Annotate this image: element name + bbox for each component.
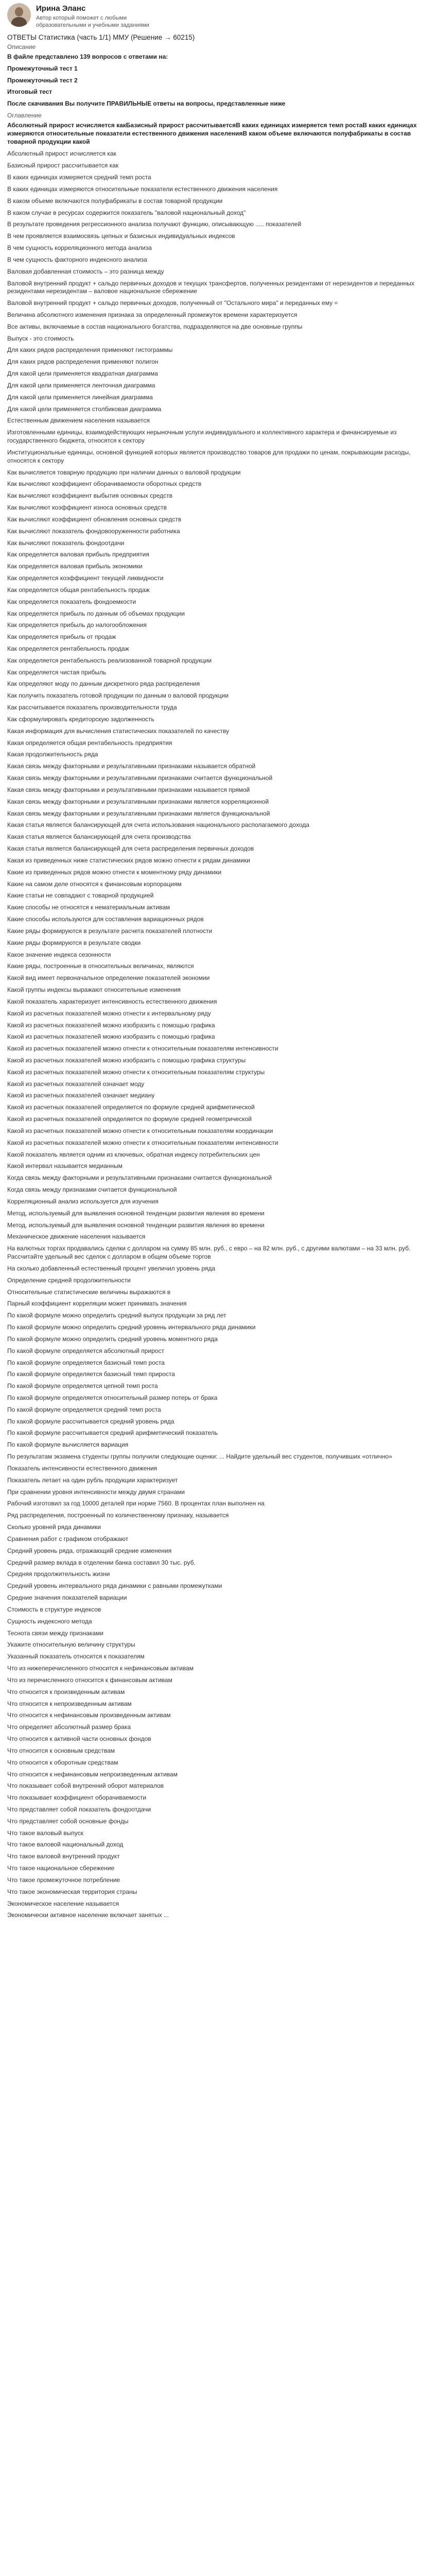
question-item: Что из нижеперечисленного относится к нефинансовым активам (7, 1665, 194, 1672)
question-item: Как определяется показатель фондоемкости (7, 598, 136, 605)
question-item: По какой формуле определяется базисный темп роста (7, 1359, 165, 1366)
question-item: Как вычисляют показатель фондовооруженности работника (7, 527, 180, 535)
question-item: Как определяется валовая прибыль предприятия (7, 551, 149, 558)
intro-line: Итоговый тест (7, 88, 53, 96)
question-item: Парный коэффициент корреляции может принимать значения (7, 1300, 187, 1308)
question-item: По какой формуле определяется базисный темп прироста (7, 1370, 175, 1378)
question-item: Что такое валовый выпуск (7, 1829, 83, 1837)
question-item: Для какой цели применяется квадратная диаграмма (7, 370, 158, 378)
question-item: Указанный показатель относится к показателям (7, 1653, 145, 1660)
question-item: Что из перечисленного относится к финансовым активам (7, 1676, 172, 1684)
question-item: Относительные статистические величины выражаются в (7, 1288, 171, 1296)
question-item: Показатель летает на один рубль продукции характеризует (7, 1476, 178, 1484)
question-item: Определение средней продолжительности (7, 1276, 131, 1284)
question-item: Что относится к основным средствам (7, 1747, 115, 1754)
question-item: На валютных торгах продавались сделки с долларом на сумму 85 млн. руб., с евро – на 82 млн. руб., с другими валютами – на 33 млн. руб. Рассчитайте удельный вес сделок с долларом в общем объеме торгов (7, 1245, 411, 1261)
question-item: По результатам экзамена студенты группы получили следующие оценки: ... Найдите удельный вес студентов, получивших «отлично» (7, 1453, 392, 1461)
question-item: Теснота связи между признаками (7, 1629, 103, 1637)
question-item: Абсолютный прирост исчисляется как (7, 150, 116, 158)
question-item: По какой формуле рассчитывается средний арифметический показатель (7, 1429, 218, 1437)
question-item: Как определяется прибыль от продаж (7, 633, 116, 641)
question-item: Какая связь между факторными и результативными признаками является функциональной (7, 809, 270, 817)
question-item: Какой из расчетных показателей можно изобразить с помощью графика (7, 1033, 215, 1041)
question-item: Стоимость в структуре индексов (7, 1605, 101, 1613)
author-block (7, 3, 429, 29)
question-item: Валовая добавленная стоимость – это разница между (7, 267, 164, 275)
question-item: Что относится к непроизведенным активам (7, 1700, 132, 1707)
question-item: По какой формуле определяется цепной темп роста (7, 1382, 158, 1390)
question-item: Какой из расчетных показателей определяется по формуле средней арифметической (7, 1104, 255, 1111)
question-item: По какой формуле определяется абсолютный прирост (7, 1347, 164, 1354)
question-item: Что такое промежуточное потребление (7, 1876, 120, 1884)
question-item: Как определяется прибыль до налогообложения (7, 621, 147, 629)
question-item: Какая из приведенных ниже статистических рядов можно отнести к рядам динамики (7, 856, 250, 864)
question-item: Как вычисляют коэффициент обновления основных средств (7, 515, 182, 523)
question-item: Как определяется чистая прибыль (7, 668, 107, 676)
question-item: В каком случае в ресурсах содержится показатель "валовой национальный доход" (7, 209, 246, 216)
question-item: Что такое валовой национальный доход (7, 1841, 124, 1849)
intro-line: После скачивания Вы получите ПРАВИЛЬНЫЕ ответы на вопросы, представленные ниже (7, 100, 286, 108)
question-item: Как определяется рентабельность реализованной товарной продукции (7, 656, 212, 664)
question-item: Какая связь между факторными и результативными признаками называется обратной (7, 762, 256, 770)
question-item: Какой вид имеет первоначальное определение показателей экономии (7, 974, 210, 982)
question-item: Какой группы индексы выражают относительные изменения (7, 986, 181, 994)
question-item: В каких единицах измеряются относительные показатели естественного движения населения (7, 185, 278, 193)
question-item: Средняя продолжительность жизни (7, 1570, 110, 1578)
question-item: Для каких рядов распределения применяют гистограммы (7, 346, 173, 354)
intro-line: Промежуточный тест 2 (7, 76, 78, 84)
question-item: Средние значения показателей вариации (7, 1594, 127, 1602)
question-item: По какой формуле рассчитывается средний уровень ряда (7, 1417, 175, 1425)
question-item: Базисный прирост рассчитывается как (7, 162, 119, 170)
question-item: Для какой цели применяется столбиковая диаграмма (7, 405, 162, 413)
question-item: Какой из расчетных показателей можно отнести к относительным показателям координации (7, 1127, 273, 1134)
question-item: Какие способы используются для составления вариационных рядов (7, 916, 204, 923)
question-item: Какая связь между факторными и результативными признаками считается функциональной (7, 774, 273, 782)
question-item: Величина абсолютного изменения признака за определенный промежуток времени характеризуется (7, 311, 298, 318)
question-item: Как вычисляют коэффициент износа основных средств (7, 504, 167, 512)
question-item: Какой из расчетных показателей можно отнести к интервальному ряду (7, 1009, 211, 1017)
question-item: Валовой внутренний продукт + сальдо первичных доходов, полученный от "Остального мира" и переданных ему = (7, 299, 338, 307)
question-item: Корреляционный анализ используется для изучения (7, 1197, 159, 1205)
document-title: ОТВЕТЫ Статистика (часть 1/1) ММУ (Решение → 60215) (7, 33, 195, 42)
question-item: Как вычисляется товарную продукцию при наличии данных о валовой продукции (7, 468, 241, 476)
question-item: Метод, используемый для выявления основной тенденции развития явления во времени (7, 1221, 265, 1229)
question-item: В каких единицах измеряется средний темп роста (7, 174, 151, 181)
question-item: Сколько уровней ряда динамики (7, 1523, 101, 1531)
description-label: Описание (7, 43, 36, 51)
question-item: Сравнения работ с графиком отображают (7, 1535, 129, 1543)
question-item: Какие ряды, построенные в относительных величинах, являются (7, 962, 194, 970)
question-item: Какой из расчетных показателей можно изобразить с помощью графика (7, 1021, 215, 1029)
question-item: Какая статья является балансирующей для счета производства (7, 833, 191, 841)
question-item: Какой из расчетных показателей означает моду (7, 1080, 145, 1088)
question-item: Средний уровень интервального ряда динамики с равными промежутками (7, 1582, 222, 1590)
question-item: Какая статья является балансирующей для счета использования национального располагаемого дохода (7, 821, 309, 829)
question-item: Для какой цели применяется линейная диаграмма (7, 393, 153, 401)
question-item: При сравнении уровня интенсивности между двумя странами (7, 1488, 185, 1496)
question-item: Экономическое население называется (7, 1900, 119, 1907)
question-item: Какой показатель характеризует интенсивность естественного движения (7, 997, 217, 1005)
question-item: По какой формуле можно определить средний уровень моментного ряда (7, 1335, 218, 1343)
question-item: Когда связь между признаками считается функциональной (7, 1186, 177, 1194)
question-item: Показатель интенсивности естественного движения (7, 1464, 158, 1472)
question-item: Какая информация для вычисления статистических показателей по качеству (7, 727, 230, 735)
question-item: Что показывает коэффициент оборачиваемости (7, 1794, 147, 1802)
question-item: Как вычисляют показатель фондоотдачи (7, 539, 125, 547)
question-item: Какие ряды формируются в результате расчета показателей плотности (7, 927, 213, 935)
question-item: Рабочий изготовил за год 10000 деталей при норме 7560. В процентах план выполнен на (7, 1500, 265, 1507)
question-item: Изготовленными единицы, взаимодействующих нерыночным услуги индивидуального и коллективного характера и финансируемые из государственного бюджета, относятся к сектору (7, 429, 397, 445)
question-item: Какой из расчетных показателей означает медиану (7, 1092, 155, 1099)
question-list (7, 150, 429, 1920)
question-item: Как сформулировать кредиторскую задолженность (7, 715, 154, 723)
question-item: Какой из расчетных показателей можно отнести к относительным показателям интенсивности (7, 1045, 278, 1053)
question-item: Какой показатель является одним из ключевых, обратная индексу потребительских цен (7, 1150, 260, 1158)
question-item: Как определяется коэффициент текущей ликвидности (7, 574, 164, 582)
question-item: Институциональные единицы, основной функцией которых является производство товаров для продажи по ценам, покрывающим расходы, относятся к сектору (7, 448, 411, 464)
question-item: Что относится к нефинансовым непроизведенным активам (7, 1770, 178, 1778)
question-item: Как вычисляют коэффициент оборачиваемости оборотных средств (7, 480, 202, 488)
question-item: Какие статьи не совпадают с товарной продукцией (7, 892, 154, 900)
author-avatar[interactable] (7, 3, 31, 27)
question-item: В результате проведения регрессионного анализа получают функцию, описывающую ..... показателей (7, 221, 302, 228)
question-item: Что относится к оборотным средствам (7, 1758, 118, 1766)
question-item: Как определяется прибыль по данным об объемах продукции (7, 609, 185, 617)
question-item: Механическое движение населения называется (7, 1233, 146, 1241)
question-item: Какое значение индекса сезонности (7, 951, 111, 958)
question-item: Что относится к нефинансовым произведенным активам (7, 1711, 171, 1719)
question-item: По какой формуле можно определить средний выпуск продукции за ряд лет (7, 1312, 226, 1319)
question-item: Как рассчитывается показатель производительности труда (7, 704, 177, 711)
question-item: Какие способы не относятся к нематериальным активам (7, 904, 170, 911)
question-item: Средний размер вклада в отделении банка составил 30 тыс. руб. (7, 1558, 196, 1566)
question-item: Естественным движением населения называется (7, 417, 150, 425)
question-item: В чем сущность корреляционного метода анализа (7, 244, 152, 252)
intro-block (7, 53, 429, 108)
question-item: Как определяется общая рентабельность продаж (7, 586, 150, 594)
question-item: Как вычисляют коэффициент выбытия основных средств (7, 492, 173, 500)
question-item: Для каких рядов распределения применяют полигон (7, 358, 159, 366)
question-item: Какие из приведенных рядов можно отнести к моментному ряду динамики (7, 868, 222, 876)
author-name[interactable]: Ирина Эланс (36, 4, 86, 13)
question-item: Когда связь между факторными и результативными признаками считается функциональной (7, 1174, 272, 1182)
question-item: Что показывает собой внутренний оборот материалов (7, 1782, 164, 1790)
question-item: По какой формуле определяется относительный размер потерь от брака (7, 1394, 218, 1401)
question-item: Какая связь между факторными и результативными признаками называется прямой (7, 786, 250, 793)
question-item: Какой из расчетных показателей можно изобразить с помощью графика структуры (7, 1056, 246, 1064)
question-item: Какой из расчетных показателей можно отнести к относительным показателям структуры (7, 1068, 265, 1076)
question-item: Выпуск - это стоимость (7, 334, 74, 342)
question-item: Как определяют моду по данным дискретного ряда распределения (7, 680, 200, 688)
question-item: Для какой цели применяется ленточная диаграмма (7, 381, 155, 389)
question-item: В каком объеме включаются полуфабрикаты в состав товарной продукции (7, 197, 223, 205)
question-item: На сколько добавленный естественный процент увеличил уровень ряда (7, 1264, 216, 1272)
question-item: Как определяется валовая прибыль экономики (7, 563, 143, 570)
question-item: Валовой внутренний продукт + сальдо первичных доходов и текущих трансфертов, полученных резидентами от нерезидентов и переданных резидентами нерезидентам – валовое национальное сбережение (7, 279, 414, 295)
question-item: Метод, используемый для выявления основной тенденции развития явления во времени (7, 1209, 265, 1217)
question-item: Какие ряды формируются в результате сводки (7, 939, 141, 946)
question-item: Какая определяется общая рентабельность предприятия (7, 739, 172, 747)
question-item: Какая связь между факторными и результативными признаками является корреляционной (7, 798, 269, 805)
intro-line: В файле представлено 139 вопросов с ответами на: (7, 53, 168, 60)
intro-line: Промежуточный тест 1 (7, 64, 78, 72)
question-item: Что такое национальное сбережение (7, 1865, 115, 1872)
question-item: Как получить показатель готовой продукции по данным о валовой продукции (7, 692, 229, 700)
toc-label: Оглавление (7, 112, 42, 120)
question-item: Укажите относительную величину структуры (7, 1641, 135, 1649)
question-item: Ряд распределения, построенный по количественному признаку, называется (7, 1512, 229, 1519)
question-item: Что относится к произведенным активам (7, 1688, 125, 1696)
question-item: Какой из расчетных показателей определяется по формуле средней геометрической (7, 1115, 252, 1123)
question-item: Средний уровень ряда, отражающий средние изменения (7, 1547, 172, 1554)
question-item: Что представляет собой основные фонды (7, 1817, 129, 1825)
question-item: По какой формуле определяется средний темп роста (7, 1405, 161, 1413)
question-item: Экономически активное население включает занятых ... (7, 1911, 169, 1919)
question-item: В чем сущность факторного индексного анализа (7, 256, 147, 263)
question-item: Что определяет абсолютный размер брака (7, 1723, 131, 1731)
question-item: Как определяется рентабельность продаж (7, 645, 129, 652)
author-info (36, 3, 170, 29)
question-item: В чем проявляется взаимосвязь цепных и базисных индивидуальных индексов (7, 232, 235, 240)
author-description: Автор который поможет с любыми образовательными и учебными заданиями (36, 14, 149, 28)
question-item: По какой формуле можно определить средний уровень интервального ряда динамики (7, 1324, 256, 1331)
question-item: Все активы, включаемые в состав национального богатства, подразделяются на две основные группы (7, 323, 303, 330)
question-item: Сущность индексного метода (7, 1617, 92, 1625)
question-item: Что такое валовой внутренний продукт (7, 1853, 120, 1860)
question-item: Что такое экономическая территория страны (7, 1888, 137, 1895)
question-item: Какой интервал называется медианным (7, 1162, 123, 1170)
question-item: Какая продолжительность ряда (7, 751, 98, 758)
question-item: Что относится к активной части основных фондов (7, 1735, 151, 1743)
toc-summary: Абсолютный прирост исчисляется какБазисный прирост рассчитываетсяВ каких единицах измеряется темп ростаВ каких единицах измеряются относительные показатели естественного движения населенияВ каком объеме включаются полуфабрикаты в состав товарной продукции какой (7, 121, 417, 145)
question-item: По какой формуле вычисляется вариация (7, 1441, 129, 1449)
question-item: Что представляет собой показатель фондоотдачи (7, 1805, 151, 1813)
question-item: Какой из расчетных показателей можно отнести к относительным показателям интенсивности (7, 1139, 278, 1146)
question-item: Какие на самом деле относятся к финансовым корпорациям (7, 880, 182, 888)
question-item: Какая статья является балансирующей для счета распределения первичных доходов (7, 845, 254, 853)
